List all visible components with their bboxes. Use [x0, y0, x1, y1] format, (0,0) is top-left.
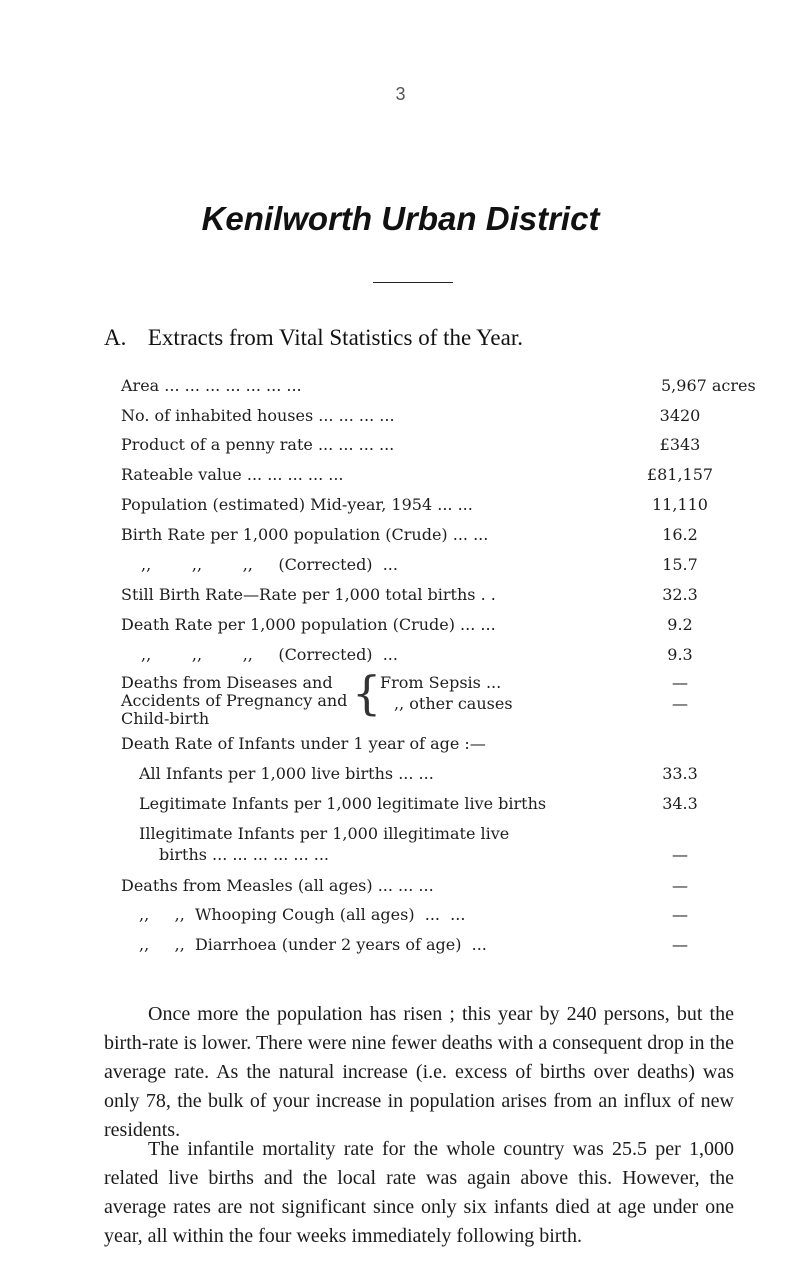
- row-value: 3420: [659, 406, 701, 425]
- maternal-line: Accidents of Pregnancy and: [121, 691, 348, 710]
- row-infants-illegitimate-line2: [159, 843, 721, 867]
- row-value: 9.3: [667, 645, 693, 664]
- row-value: —: [672, 673, 688, 692]
- row-label: From Sepsis ...: [380, 673, 502, 692]
- title-rule: [373, 282, 453, 283]
- row-value: 15.7: [662, 555, 698, 574]
- row-infants-all: [139, 762, 721, 786]
- section-title: Extracts from Vital Statistics of the Year.: [147, 325, 523, 350]
- row-value: £81,157: [646, 465, 714, 484]
- page-title: Kenilworth Urban District: [201, 200, 600, 237]
- row-label: No. of inhabited houses ... ... ... ...: [121, 406, 395, 425]
- row-label: Birth Rate per 1,000 population (Crude) ... ...: [121, 525, 489, 544]
- row-whooping-cough: [139, 903, 721, 927]
- section-heading: [104, 325, 523, 351]
- paragraph-text: The infantile mortality rate for the whole country was 25.5 per 1,000 related live births and the local rate was again above this. However, the average rates are not significant since only six infants died at age under one year, all within the four weeks immediately following birth.: [104, 1138, 734, 1247]
- row-value: 9.2: [667, 615, 693, 634]
- maternal-line: Deaths from Diseases and: [121, 673, 333, 692]
- row-label: Rateable value ... ... ... ... ...: [121, 465, 344, 484]
- row-other-causes: [380, 692, 720, 716]
- row-houses: [121, 404, 721, 428]
- paragraph-text: Once more the population has risen ; this year by 240 persons, but the birth-rate is lower. There were nine fewer deaths with a consequent drop in the average rate. As the natural increase (i.e. excess of births over deaths) was only 78, the bulk of your increase in population arises from an influx of new residents.: [104, 1003, 734, 1141]
- row-label: All Infants per 1,000 live births ... ...: [139, 764, 434, 783]
- section-letter: A.: [104, 325, 127, 350]
- row-label: Legitimate Infants per 1,000 legitimate live births: [139, 794, 547, 813]
- row-value: 33.3: [662, 764, 698, 783]
- row-value: 32.3: [662, 585, 698, 604]
- row-population: [121, 493, 721, 517]
- row-death-rate-crude: [121, 613, 721, 637]
- row-label: ,, ,, Diarrhoea (under 2 years of age) ...: [139, 935, 487, 954]
- row-label: Still Birth Rate—Rate per 1,000 total births . .: [121, 585, 496, 604]
- row-rateable-value: [121, 463, 721, 487]
- row-birth-rate-crude: [121, 523, 721, 547]
- row-death-rate-corrected: [121, 643, 721, 667]
- row-label: Death Rate of Infants under 1 year of age :—: [121, 734, 486, 753]
- row-label: Product of a penny rate ... ... ... ...: [121, 435, 395, 454]
- row-value: —: [672, 845, 688, 864]
- row-value: —: [672, 694, 688, 713]
- row-label: Population (estimated) Mid-year, 1954 ... ...: [121, 495, 473, 514]
- row-value: 11,110: [652, 495, 708, 514]
- row-label: ,, ,, Whooping Cough (all ages) ... ...: [139, 905, 466, 924]
- paragraph: [104, 1135, 734, 1251]
- row-infants-legitimate: [139, 792, 721, 816]
- row-value: 16.2: [662, 525, 698, 544]
- page-number: 3: [395, 84, 406, 104]
- paragraph: [104, 1000, 734, 1145]
- row-value: —: [672, 876, 688, 895]
- infant-death-heading: [121, 732, 721, 756]
- row-value: 34.3: [662, 794, 698, 813]
- row-value: £343: [659, 435, 701, 454]
- row-label: Deaths from Measles (all ages) ... ... ...: [121, 876, 434, 895]
- row-label: Illegitimate Infants per 1,000 illegitimate live: [139, 824, 510, 843]
- maternal-line: Child-birth: [121, 709, 210, 728]
- row-still-birth-rate: [121, 583, 721, 607]
- row-area: [121, 374, 756, 398]
- row-label: ,, other causes: [394, 694, 513, 713]
- row-value: —: [672, 935, 688, 954]
- maternal-deaths-label: [121, 674, 351, 728]
- row-label: Death Rate per 1,000 population (Crude) ... ...: [121, 615, 496, 634]
- row-label: births ... ... ... ... ... ...: [159, 845, 330, 864]
- row-measles: [121, 874, 721, 898]
- brace-icon: {: [352, 666, 382, 720]
- row-value: —: [672, 905, 688, 924]
- row-penny-rate: [121, 433, 721, 457]
- row-label: ,, ,, ,, (Corrected) ...: [141, 555, 398, 574]
- row-label: Area ... ... ... ... ... ... ...: [121, 376, 302, 395]
- row-diarrhoea: [139, 933, 721, 957]
- row-birth-rate-corrected: [121, 553, 721, 577]
- row-label: ,, ,, ,, (Corrected) ...: [141, 645, 398, 664]
- row-value: 5,967 acres: [661, 376, 756, 395]
